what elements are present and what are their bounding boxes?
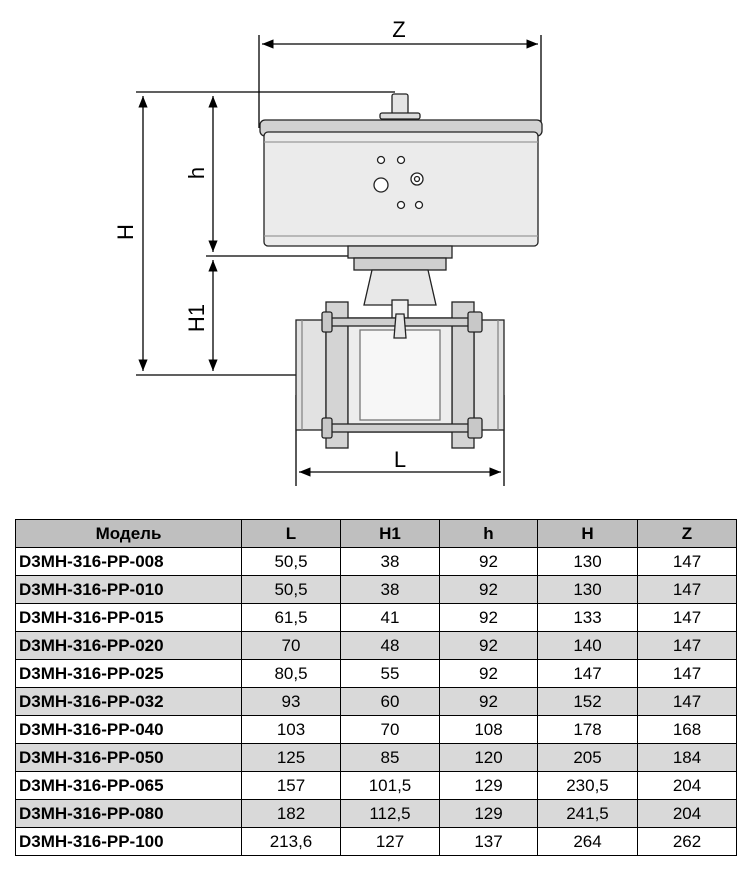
header-Z: Z [638,520,737,548]
cell-h: 129 [440,772,538,800]
cell-h: 92 [440,660,538,688]
header-L: L [242,520,341,548]
dimensions-table [15,519,737,856]
cell-H: 140 [538,632,638,660]
header-h: h [440,520,538,548]
header-H1: H1 [341,520,440,548]
model-cell: D3MH-316-PP-032 [16,688,242,716]
cell-Z: 147 [638,632,737,660]
cell-H1: 101,5 [341,772,440,800]
cell-h: 137 [440,828,538,856]
model-cell: D3MH-316-PP-050 [16,744,242,772]
table-row [16,772,737,800]
cell-Z: 204 [638,772,737,800]
model-cell: D3MH-316-PP-020 [16,632,242,660]
cell-h: 92 [440,688,538,716]
actuator [260,94,542,246]
cell-Z: 147 [638,576,737,604]
cell-Z: 147 [638,660,737,688]
cell-H1: 60 [341,688,440,716]
cell-H: 147 [538,660,638,688]
table-row [16,632,737,660]
dimension-h-label: h [184,166,209,180]
table-row [16,716,737,744]
cell-L: 213,6 [242,828,341,856]
cell-Z: 204 [638,800,737,828]
cell-Z: 184 [638,744,737,772]
cell-H: 264 [538,828,638,856]
cell-h: 92 [440,548,538,576]
model-cell: D3MH-316-PP-065 [16,772,242,800]
cell-L: 93 [242,688,341,716]
model-cell: D3MH-316-PP-010 [16,576,242,604]
model-cell: D3MH-316-PP-008 [16,548,242,576]
table-row [16,576,737,604]
table-row [16,828,737,856]
model-cell: D3MH-316-PP-080 [16,800,242,828]
cell-H: 230,5 [538,772,638,800]
cell-H1: 127 [341,828,440,856]
model-cell: D3MH-316-PP-040 [16,716,242,744]
cell-Z: 262 [638,828,737,856]
model-cell: D3MH-316-PP-100 [16,828,242,856]
cell-Z: 147 [638,604,737,632]
cell-H1: 70 [341,716,440,744]
table-row [16,688,737,716]
cell-L: 50,5 [242,576,341,604]
cell-h: 92 [440,632,538,660]
cell-h: 108 [440,716,538,744]
cell-L: 182 [242,800,341,828]
cell-L: 103 [242,716,341,744]
table-row [16,604,737,632]
cell-Z: 147 [638,548,737,576]
valve-body [296,302,504,448]
cell-H1: 85 [341,744,440,772]
cell-H1: 41 [341,604,440,632]
dimension-L-label: L [393,447,407,472]
cell-H1: 38 [341,576,440,604]
header-H: H [538,520,638,548]
cell-L: 50,5 [242,548,341,576]
table-row [16,744,737,772]
cell-h: 120 [440,744,538,772]
cell-L: 61,5 [242,604,341,632]
cell-H: 152 [538,688,638,716]
cell-H: 205 [538,744,638,772]
dimension-H1-label: H1 [184,303,209,333]
table-row [16,800,737,828]
cell-H1: 112,5 [341,800,440,828]
cell-h: 92 [440,576,538,604]
model-cell: D3MH-316-PP-015 [16,604,242,632]
table-row [16,660,737,688]
table-header-row [16,520,737,548]
cell-H: 241,5 [538,800,638,828]
cell-L: 70 [242,632,341,660]
cell-H: 130 [538,576,638,604]
cell-H1: 38 [341,548,440,576]
header-model: Модель [16,520,242,548]
dimension-z-label: Z [392,17,406,42]
dimension-H-label: H [113,224,138,240]
cell-Z: 168 [638,716,737,744]
cell-H: 130 [538,548,638,576]
cell-Z: 147 [638,688,737,716]
cell-L: 80,5 [242,660,341,688]
cell-H1: 48 [341,632,440,660]
model-cell: D3MH-316-PP-025 [16,660,242,688]
cell-H: 133 [538,604,638,632]
cell-H: 178 [538,716,638,744]
cell-L: 125 [242,744,341,772]
table-row [16,548,737,576]
cell-H1: 55 [341,660,440,688]
cell-h: 129 [440,800,538,828]
cell-L: 157 [242,772,341,800]
cell-h: 92 [440,604,538,632]
